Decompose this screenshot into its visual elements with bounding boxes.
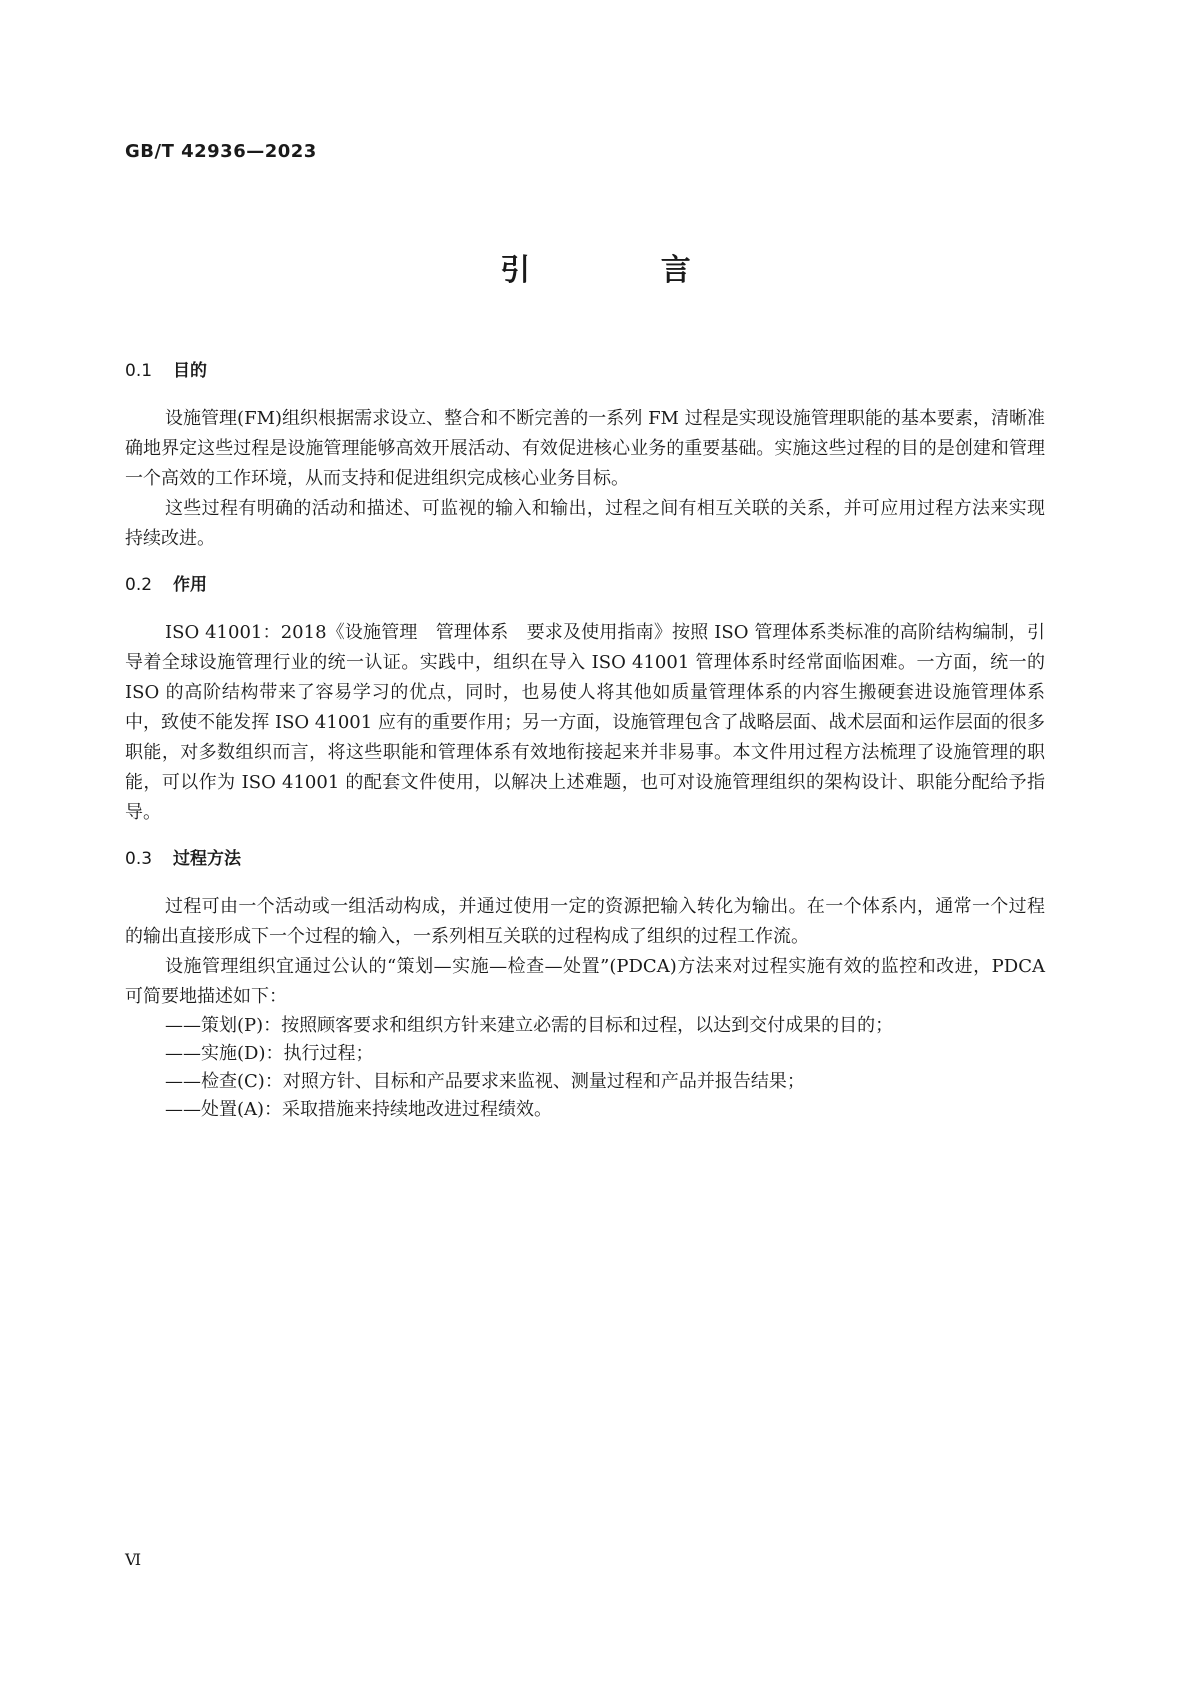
page-title: 引 言 <box>500 253 751 288</box>
paragraph: 设施管理(FM)组织根据需求设立、整合和不断完善的一系列 FM 过程是实现设施管理职能的基本要素，清晰准确地界定这些过程是设施管理能够高效开展活动、有效促进核心业务的重要基础。实施这些过程的目的是创建和管理一个高效的工作环境，从而支持和促进组织完成核心业务目标。 <box>125 408 1045 489</box>
section-title: 作用 <box>173 575 207 595</box>
section-process-approach <box>125 846 1045 1124</box>
list-item: ——实施(D)：执行过程； <box>165 1043 374 1064</box>
list-item: ——处置(A)：采取措施来持续地改进过程绩效。 <box>165 1099 553 1120</box>
document-code: GB/T 42936—2023 <box>125 141 317 162</box>
section-number: 0.1 <box>125 361 153 381</box>
section-number: 0.3 <box>125 849 153 869</box>
paragraph: 这些过程有明确的活动和描述、可监视的输入和输出，过程之间有相互关联的关系，并可应用过程方法来实现持续改进。 <box>125 498 1045 549</box>
section-purpose <box>125 358 1045 554</box>
paragraph: 过程可由一个活动或一组活动构成，并通过使用一定的资源把输入转化为输出。在一个体系内，通常一个过程的输出直接形成下一个过程的输入，一系列相互关联的过程构成了组织的过程工作流。 <box>125 896 1045 947</box>
section-heading <box>125 358 1045 384</box>
section-role <box>125 572 1045 828</box>
page-number: Ⅵ <box>125 1550 142 1569</box>
section-heading <box>125 846 1045 872</box>
section-title: 目的 <box>173 361 207 381</box>
paragraph: ISO 41001：2018《设施管理 管理体系 要求及使用指南》按照 ISO 管理体系类标准的高阶结构编制，引导着全球设施管理行业的统一认证。实践中，组织在导入 ISO 41001 管理体系时经常面临困难。一方面，统一的 ISO 的高阶结构带来了容易学习的优点，同时，也易使人将其他如质量管理体系的内容生搬硬套进设施管理体系中，致使不能发挥 ISO 41001 应有的重要作用；另一方面，设施管理包含了战略层面、战术层面和运作层面的很多职能，对多数组织而言，将这些职能和管理体系有效地衔接起来并非易事。本文件用过程方法梳理了设施管理的职能，可以作为 ISO 41001 的配套文件使用，以解决上述难题，也可对设施管理组织的架构设计、职能分配给予指导。 <box>125 622 1045 823</box>
section-heading <box>125 572 1045 598</box>
paragraph: 设施管理组织宜通过公认的“策划—实施—检查—处置”(PDCA)方法来对过程实施有效的监控和改进，PDCA 可简要地描述如下： <box>125 956 1045 1007</box>
document-body <box>125 358 1045 1142</box>
section-title: 过程方法 <box>173 849 241 869</box>
section-number: 0.2 <box>125 575 153 595</box>
list-item: ——策划(P)：按照顾客要求和组织方针来建立必需的目标和过程，以达到交付成果的目的； <box>165 1015 894 1036</box>
list-item: ——检查(C)：对照方针、目标和产品要求来监视、测量过程和产品并报告结果； <box>165 1071 805 1092</box>
